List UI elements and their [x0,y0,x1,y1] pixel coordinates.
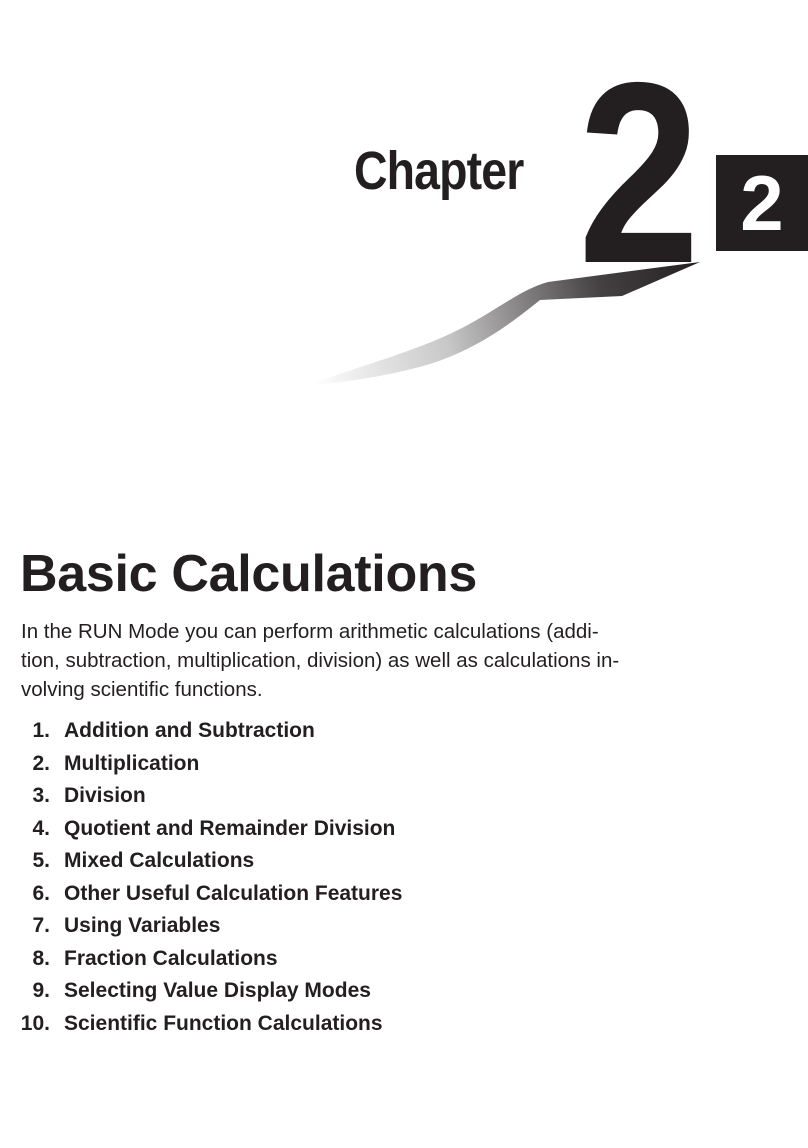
intro-line: In the RUN Mode you can perform arithmetic calculations (addi- [21,620,599,643]
toc-title: Using Variables [64,914,221,937]
toc-number: 6. [32,881,50,905]
intro-paragraph [21,617,681,704]
toc-title: Quotient and Remainder Division [64,816,396,840]
toc-number: 9. [32,979,50,1002]
toc-number: 1. [32,719,50,742]
chapter-number-large: 2 [578,28,700,317]
toc-title: Fraction Calculations [64,946,278,970]
toc-number: 10. [20,1011,50,1035]
toc-title: Selecting Value Display Modes [64,979,371,1002]
toc-item [0,846,402,879]
toc-item [0,879,402,912]
toc-item [0,944,402,977]
page-title: Basic Calculations [20,545,477,603]
chapter-graphic [0,0,808,420]
toc-title: Mixed Calculations [64,849,255,872]
toc-number: 3. [32,784,50,807]
toc-title: Addition and Subtraction [64,719,315,742]
toc-number: 2. [32,751,50,775]
toc-item [0,749,402,782]
toc-title: Division [64,784,146,807]
toc-title: Scientific Function Calculations [64,1011,383,1035]
toc-item [0,976,402,1009]
chapter-label: Chapter [354,141,524,201]
table-of-contents [0,716,402,1041]
toc-item [0,814,402,847]
toc-item [0,716,402,749]
toc-item [0,1009,402,1042]
toc-title: Multiplication [64,751,200,775]
chapter-tab [716,155,808,251]
intro-line: tion, subtraction, multiplication, division) as well as calculations in- [21,649,620,672]
toc-number: 8. [32,946,50,970]
toc-number: 5. [32,849,50,872]
toc-number: 4. [32,816,50,840]
toc-item [0,911,402,944]
toc-number: 7. [32,914,50,937]
toc-title: Other Useful Calculation Features [64,881,403,905]
intro-line: volving scientific functions. [21,678,263,701]
toc-item [0,781,402,814]
chapter-tab-number: 2 [740,159,784,247]
